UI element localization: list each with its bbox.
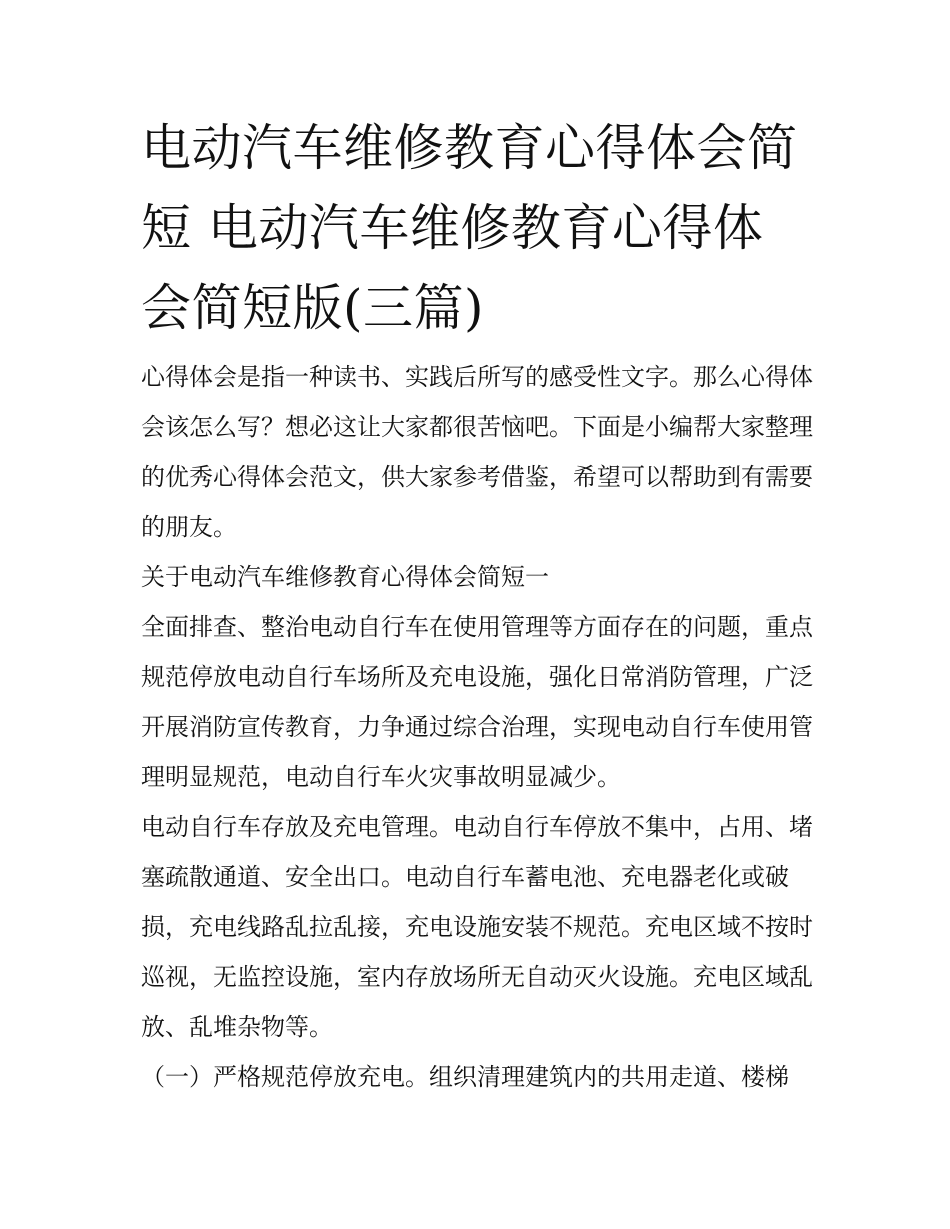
document-content bbox=[141, 108, 813, 1102]
body-paragraph-1: 全面排查、整治电动自行车在使用管理等方面存在的问题，重点规范停放电动自行车场所及充电设施，强化日常消防管理，广泛开展消防宣传教育，力争通过综合治理，实现电动自行车使用管理明显规范，电动自行车火灾事故明显减少。 bbox=[141, 613, 813, 791]
body-paragraph-3: （一）严格规范停放充电。组织清理建筑内的共用走道、楼梯 bbox=[141, 1063, 789, 1091]
body-paragraph-2: 电动自行车存放及充电管理。电动自行车停放不集中，占用、堵塞疏散通道、安全出口。电动自行车蓄电池、充电器老化或破损，充电线路乱拉乱接，充电设施安装不规范。充电区域不按时巡视，无监控设施，室内存放场所无自动灭火设施。充电区域乱放、乱堆杂物等。 bbox=[141, 813, 813, 1041]
intro-paragraph: 心得体会是指一种读书、实践后所写的感受性文字。那么心得体会该怎么写？想必这让大家都很苦恼吧。下面是小编帮大家整理的优秀心得体会范文，供大家参考借鉴，希望可以帮助到有需要的朋友。 bbox=[141, 363, 813, 541]
section-heading: 关于电动汽车维修教育心得体会简短一 bbox=[141, 563, 549, 591]
title-block bbox=[141, 108, 813, 348]
document-title: 电动汽车维修教育心得体会简短 电动汽车维修教育心得体会简短版(三篇) bbox=[141, 119, 798, 337]
